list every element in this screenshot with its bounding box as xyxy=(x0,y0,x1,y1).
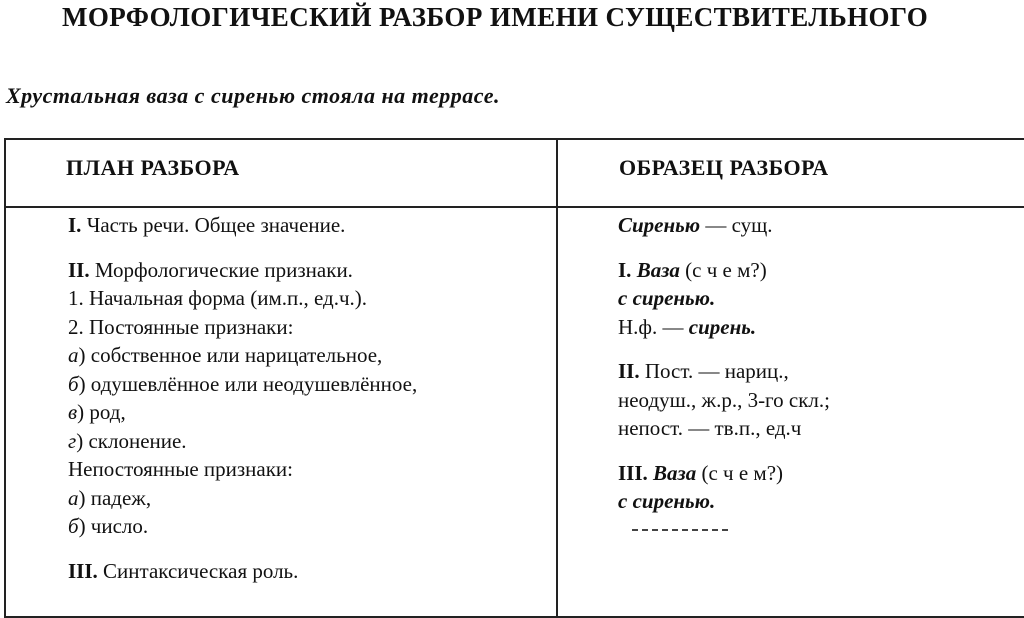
column-divider xyxy=(556,140,558,616)
sample-line-initial-form: Н.ф. — сирень. xyxy=(618,314,757,339)
sample-line-question: I. Ваза (с ч е м?) xyxy=(618,257,767,282)
plan-item-part-of-speech: I. Часть речи. Общее значение. xyxy=(68,213,346,237)
sample-line-nonconstant: непост. — тв.п., ед.ч xyxy=(618,416,802,440)
sample-line-constant: II. Пост. — нариц., xyxy=(618,359,789,383)
sample-line-answer: с сиренью. xyxy=(618,286,716,310)
plan-line-declension: г) склонение. xyxy=(68,428,187,453)
plan-line-proper-common: а) собственное или нарицательное, xyxy=(68,343,383,367)
plan-line-initial-form: 1. Начальная форма (им.п., ед.ч.). xyxy=(68,286,368,310)
plan-line-animate: б) одушевлённое или неодушевлённое, xyxy=(68,371,418,396)
plan-column xyxy=(68,211,417,585)
page-title: МОРФОЛОГИЧЕСКИЙ РАЗБОР ИМЕНИ СУЩЕСТВИТЕЛЬНОГО xyxy=(62,2,929,32)
plan-line-number: б) число. xyxy=(68,514,149,538)
analysis-table xyxy=(4,138,1024,618)
sample-line-noun: Сиренью — сущ. xyxy=(618,213,773,237)
plan-item-syntax-role: III. Синтаксическая роль. xyxy=(68,558,299,583)
plan-item-morph-features: II. Морфологические признаки. xyxy=(68,257,353,282)
sample-line-syntax-answer: с сиренью. xyxy=(618,489,716,513)
dashed-underline xyxy=(632,529,728,531)
header-divider xyxy=(6,206,1024,208)
plan-header: ПЛАН РАЗБОРА xyxy=(66,155,240,180)
sample-column xyxy=(618,211,830,516)
plan-line-nonconstant: Непостоянные признаки: xyxy=(68,457,293,481)
sample-line-constant-details: неодуш., ж.р., 3-го скл.; xyxy=(618,387,830,412)
plan-line-constant: 2. Постоянные признаки: xyxy=(68,314,294,339)
sample-line-syntax-question: III. Ваза (с ч е м?) xyxy=(618,460,784,485)
example-sentence: Хрустальная ваза с сиренью стояла на террасе. xyxy=(6,83,500,108)
sample-header: ОБРАЗЕЦ РАЗБОРА xyxy=(619,155,829,180)
plan-line-gender: в) род, xyxy=(68,400,126,424)
plan-line-case: а) падеж, xyxy=(68,485,152,510)
